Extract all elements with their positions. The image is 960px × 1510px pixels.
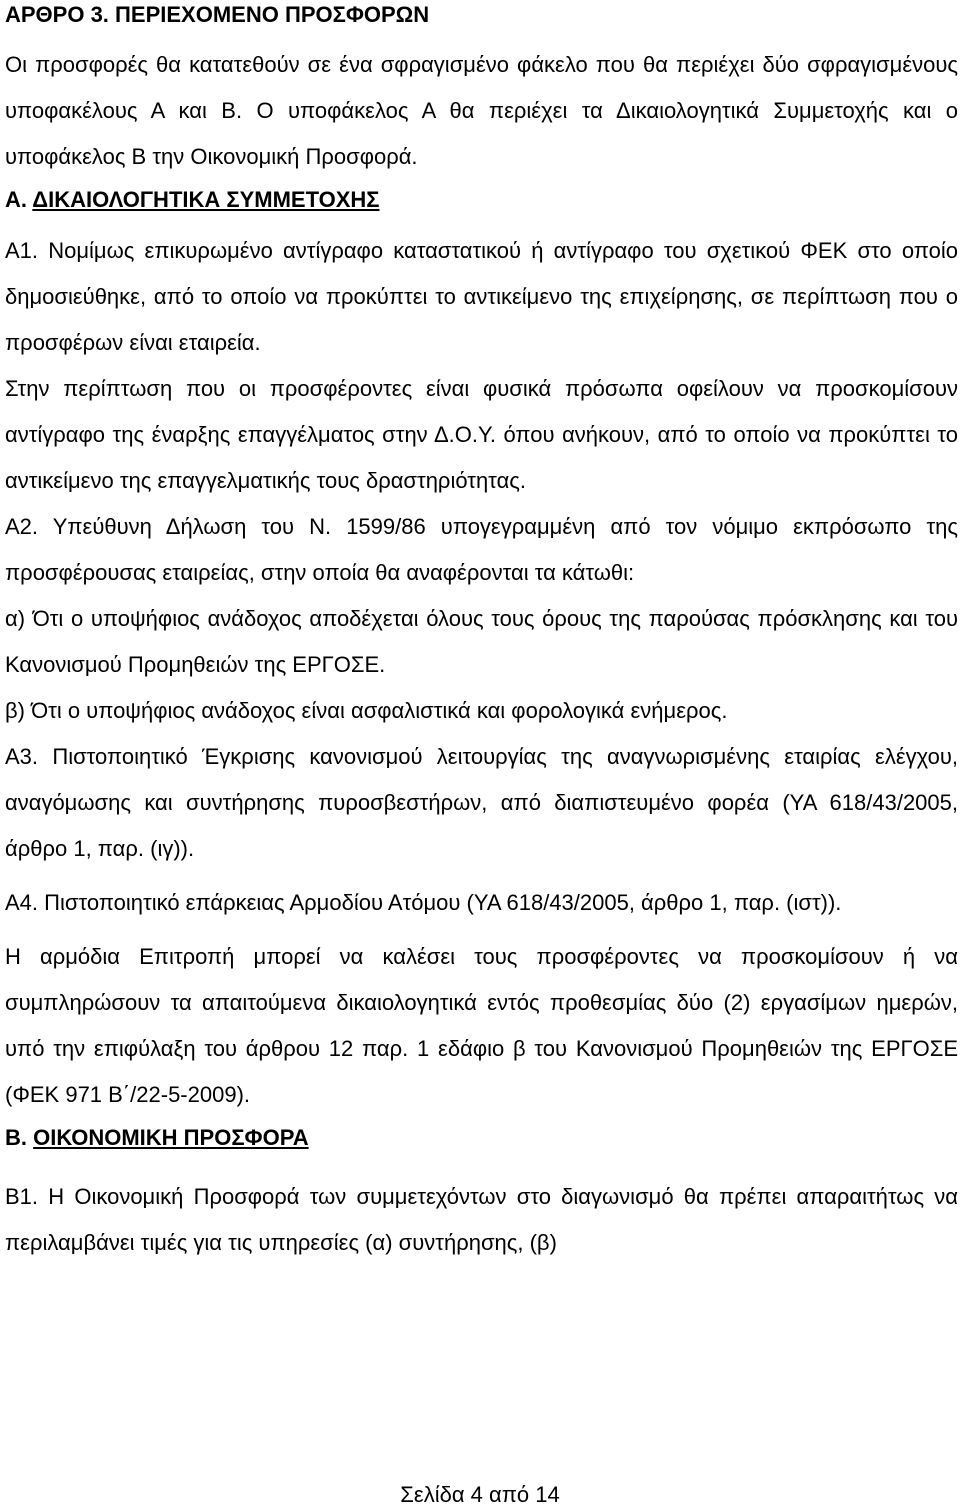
committee-paragraph: Η αρμόδια Επιτροπή μπορεί να καλέσει τους προσφέροντες να προσκομίσουν ή να συμπληρώσουν τα απαιτούμενα δικαιολογητικά εντός προθεσμίας δύο (2) εργασίμων ημερών, υπό την επιφύλαξη του άρθρου 12 παρ. 1 εδάφιο β του Κανονισμού Προμηθειών της ΕΡΓΟΣΕ (ΦΕΚ 971 Β΄/22-5-2009). (5, 944, 958, 1107)
item-a2-beta: β) Ότι ο υποψήφιος ανάδοχος είναι ασφαλιστικά και φορολογικά ενήμερος. (5, 698, 728, 723)
item-b1: Β1. Η Οικονομική Προσφορά των συμμετεχόντων στο διαγωνισμό θα πρέπει απαραιτήτως να περιλαμβάνει τιμές για τις υπηρεσίες (α) συντήρησης, (β) (5, 1184, 958, 1255)
document-page (5, 0, 958, 1266)
item-a2-alpha: α) Ότι ο υποψήφιος ανάδοχος αποδέχεται όλους τους όρους της παρούσας πρόσκλησης και του Κανονισμού Προμηθειών της ΕΡΓΟΣΕ. (5, 606, 958, 677)
section-a-heading (5, 180, 958, 220)
item-a4: Α4. Πιστοποιητικό επάρκειας Αρμοδίου Ατόμου (ΥΑ 618/43/2005, άρθρο 1, παρ. (ιστ)). (5, 890, 842, 915)
page-number-footer: Σελίδα 4 από 14 (400, 1482, 560, 1507)
section-b-prefix: Β. (5, 1125, 34, 1150)
section-b-title: ΟΙΚΟΝΟΜΙΚΗ ΠΡΟΣΦΟΡΑ (33, 1125, 309, 1150)
intro-paragraph: Οι προσφορές θα κατατεθούν σε ένα σφραγισμένο φάκελο που θα περιέχει δύο σφραγισμένους υποφακέλους Α και Β. Ο υποφάκελος Α θα περιέχει τα Δικαιολογητικά Συμμετοχής και ο υποφάκελος Β την Οικονομική Προσφορά. (5, 52, 958, 169)
article-heading: ΑΡΘΡΟ 3. ΠΕΡΙΕΧΟΜΕΝΟ ΠΡΟΣΦΟΡΩΝ (5, 2, 430, 27)
item-a2: Α2. Υπεύθυνη Δήλωση του Ν. 1599/86 υπογεγραμμένη από τον νόμιμο εκπρόσωπο της προσφέρουσας εταιρείας, στην οποία θα αναφέρονται τα κάτωθι: (5, 514, 958, 585)
item-a1-note: Στην περίπτωση που οι προσφέροντες είναι φυσικά πρόσωπα οφείλουν να προσκομίσουν αντίγραφο της έναρξης επαγγέλματος στην Δ.Ο.Υ. όπου ανήκουν, από το οποίο να προκύπτει το αντικείμενο της επαγγελματικής τους δραστηριότητας. (5, 376, 958, 493)
section-b-heading (5, 1118, 958, 1158)
section-a-title: ΔΙΚΑΙΟΛΟΓΗΤΙΚΑ ΣΥΜΜΕΤΟΧΗΣ (32, 187, 380, 212)
item-a3: Α3. Πιστοποιητικό Έγκρισης κανονισμού λειτουργίας της αναγνωρισμένης εταιρίας ελέγχου, αναγόμωσης και συντήρησης πυροσβεστήρων, από διαπιστευμένο φορέα (ΥΑ 618/43/2005, άρθρο 1, παρ. (ιγ)). (5, 744, 958, 861)
section-a-prefix: Α. (5, 187, 33, 212)
item-a1: Α1. Νομίμως επικυρωμένο αντίγραφο καταστατικού ή αντίγραφο του σχετικού ΦΕΚ στο οποίο δημοσιεύθηκε, από το οποίο να προκύπτει το αντικείμενο της επιχείρησης, σε περίπτωση που ο προσφέρων είναι εταιρεία. (5, 238, 958, 355)
